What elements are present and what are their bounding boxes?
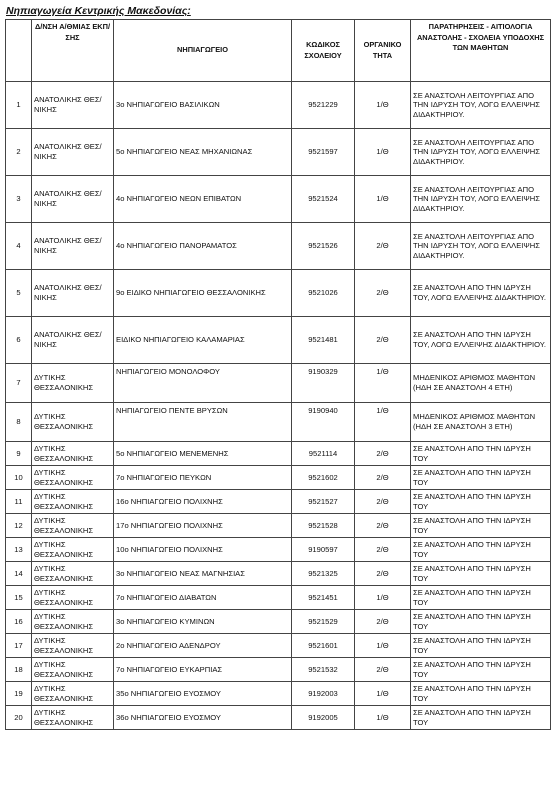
row-region: ΔΥΤΙΚΗΣ ΘΕΣΣΑΛΟΝΙΚΗΣ — [32, 586, 114, 610]
table-row — [6, 610, 551, 634]
row-school-name: 35ο ΝΗΠΙΑΓΩΓΕΙΟ ΕΥΟΣΜΟΥ — [114, 682, 292, 706]
row-school-code: 9190329 — [292, 364, 355, 403]
table-row — [6, 364, 551, 403]
row-school-name: 4ο ΝΗΠΙΑΓΩΓΕΙΟ ΠΑΝΟΡΑΜΑΤΟΣ — [114, 223, 292, 270]
row-region: ΔΥΤΙΚΗΣ ΘΕΣΣΑΛΟΝΙΚΗΣ — [32, 442, 114, 466]
row-school-name: 36ο ΝΗΠΙΑΓΩΓΕΙΟ ΕΥΟΣΜΟΥ — [114, 706, 292, 730]
row-school-name: 5ο ΝΗΠΙΑΓΩΓΕΙΟ ΜΕΝΕΜΕΝΗΣ — [114, 442, 292, 466]
row-region: ΔΥΤΙΚΗΣ ΘΕΣΣΑΛΟΝΙΚΗΣ — [32, 706, 114, 730]
row-school-name: 9ο ΕΙΔΙΚΟ ΝΗΠΙΑΓΩΓΕΙΟ ΘΕΣΣΑΛΟΝΙΚΗΣ — [114, 270, 292, 317]
row-region: ΔΥΤΙΚΗΣ ΘΕΣΣΑΛΟΝΙΚΗΣ — [32, 490, 114, 514]
row-school-code: 9190940 — [292, 403, 355, 442]
table-row — [6, 682, 551, 706]
row-notes: ΣΕ ΑΝΑΣΤΟΛΗ ΑΠΟ ΤΗΝ ΙΔΡΥΣΗ ΤΟΥ — [411, 490, 551, 514]
row-organic: 2/Θ — [355, 610, 411, 634]
row-notes: ΣΕ ΑΝΑΣΤΟΛΗ ΑΠΟ ΤΗΝ ΙΔΡΥΣΗ ΤΟΥ — [411, 466, 551, 490]
row-notes: ΜΗΔΕΝΙΚΟΣ ΑΡΙΘΜΟΣ ΜΑΘΗΤΩΝ (ΗΔΗ ΣΕ ΑΝΑΣΤΟΛΗ 3 ΕΤΗ) — [411, 403, 551, 442]
table-row — [6, 176, 551, 223]
table-row — [6, 634, 551, 658]
row-notes: ΜΗΔΕΝΙΚΟΣ ΑΡΙΘΜΟΣ ΜΑΘΗΤΩΝ (ΗΔΗ ΣΕ ΑΝΑΣΤΟΛΗ 4 ΕΤΗ) — [411, 364, 551, 403]
document-page — [5, 4, 550, 730]
row-notes: ΣΕ ΑΝΑΣΤΟΛΗ ΑΠΟ ΤΗΝ ΙΔΡΥΣΗ ΤΟΥ — [411, 538, 551, 562]
row-school-code: 9521526 — [292, 223, 355, 270]
row-school-code: 9190597 — [292, 538, 355, 562]
table-header — [6, 20, 551, 82]
row-number: 1 — [6, 82, 32, 129]
row-number: 13 — [6, 538, 32, 562]
row-organic: 2/Θ — [355, 466, 411, 490]
row-notes: ΣΕ ΑΝΑΣΤΟΛΗ ΑΠΟ ΤΗΝ ΙΔΡΥΣΗ ΤΟΥ — [411, 586, 551, 610]
row-school-name: 4ο ΝΗΠΙΑΓΩΓΕΙΟ ΝΕΩΝ ΕΠΙΒΑΤΩΝ — [114, 176, 292, 223]
row-school-code: 9521527 — [292, 490, 355, 514]
row-number: 20 — [6, 706, 32, 730]
row-number: 19 — [6, 682, 32, 706]
row-organic: 1/Θ — [355, 706, 411, 730]
header-num — [6, 20, 32, 82]
table-row — [6, 270, 551, 317]
table-row — [6, 82, 551, 129]
row-region: ΔΥΤΙΚΗΣ ΘΕΣΣΑΛΟΝΙΚΗΣ — [32, 514, 114, 538]
row-organic: 2/Θ — [355, 223, 411, 270]
row-organic: 2/Θ — [355, 442, 411, 466]
row-school-name: 16ο ΝΗΠΙΑΓΩΓΕΙΟ ΠΟΛΙΧΝΗΣ — [114, 490, 292, 514]
row-number: 18 — [6, 658, 32, 682]
row-organic: 2/Θ — [355, 490, 411, 514]
row-number: 11 — [6, 490, 32, 514]
row-region: ΑΝΑΤΟΛΙΚΗΣ ΘΕΣ/ΝΙΚΗΣ — [32, 317, 114, 364]
row-school-name: 3ο ΝΗΠΙΑΓΩΓΕΙΟ ΝΕΑΣ ΜΑΓΝΗΣΙΑΣ — [114, 562, 292, 586]
row-notes: ΣΕ ΑΝΑΣΤΟΛΗ ΑΠΟ ΤΗΝ ΙΔΡΥΣΗ ΤΟΥ — [411, 634, 551, 658]
row-notes: ΣΕ ΑΝΑΣΤΟΛΗ ΑΠΟ ΤΗΝ ΙΔΡΥΣΗ ΤΟΥ — [411, 514, 551, 538]
table-row — [6, 706, 551, 730]
row-school-code: 9521528 — [292, 514, 355, 538]
row-region: ΔΥΤΙΚΗΣ ΘΕΣΣΑΛΟΝΙΚΗΣ — [32, 466, 114, 490]
row-notes: ΣΕ ΑΝΑΣΤΟΛΗ ΛΕΙΤΟΥΡΓΙΑΣ ΑΠΟ ΤΗΝ ΙΔΡΥΣΗ ΤΟΥ, ΛΟΓΩ ΕΛΛΕΙΨΗΣ ΔΙΔΑΚΤΗΡΙΟΥ. — [411, 82, 551, 129]
row-number: 4 — [6, 223, 32, 270]
row-notes: ΣΕ ΑΝΑΣΤΟΛΗ ΑΠΟ ΤΗΝ ΙΔΡΥΣΗ ΤΟΥ, ΛΟΓΩ ΕΛΛΕΙΨΗΣ ΔΙΔΑΚΤΗΡΙΟΥ. — [411, 317, 551, 364]
row-school-name: 2ο ΝΗΠΙΑΓΩΓΕΙΟ ΑΔΕΝΔΡΟΥ — [114, 634, 292, 658]
row-organic: 2/Θ — [355, 270, 411, 317]
row-organic: 2/Θ — [355, 538, 411, 562]
header-row — [6, 20, 551, 82]
row-school-code: 9521451 — [292, 586, 355, 610]
table-row — [6, 658, 551, 682]
row-school-code: 9521481 — [292, 317, 355, 364]
header-school: ΝΗΠΙΑΓΩΓΕΙΟ — [114, 20, 292, 82]
table-row — [6, 129, 551, 176]
row-number: 12 — [6, 514, 32, 538]
table-row — [6, 442, 551, 466]
row-school-code: 9521602 — [292, 466, 355, 490]
row-organic: 1/Θ — [355, 364, 411, 403]
row-number: 9 — [6, 442, 32, 466]
row-region: ΔΥΤΙΚΗΣ ΘΕΣΣΑΛΟΝΙΚΗΣ — [32, 403, 114, 442]
row-notes: ΣΕ ΑΝΑΣΤΟΛΗ ΑΠΟ ΤΗΝ ΙΔΡΥΣΗ ΤΟΥ — [411, 706, 551, 730]
row-notes: ΣΕ ΑΝΑΣΤΟΛΗ ΛΕΙΤΟΥΡΓΙΑΣ ΑΠΟ ΤΗΝ ΙΔΡΥΣΗ ΤΟΥ, ΛΟΓΩ ΕΛΛΕΙΨΗΣ ΔΙΔΑΚΤΗΡΙΟΥ. — [411, 176, 551, 223]
row-school-code: 9521114 — [292, 442, 355, 466]
row-school-name: ΕΙΔΙΚΟ ΝΗΠΙΑΓΩΓΕΙΟ ΚΑΛΑΜΑΡΙΑΣ — [114, 317, 292, 364]
table-row — [6, 514, 551, 538]
row-region: ΑΝΑΤΟΛΙΚΗΣ ΘΕΣ/ΝΙΚΗΣ — [32, 270, 114, 317]
table-row — [6, 403, 551, 442]
row-number: 17 — [6, 634, 32, 658]
table-row — [6, 223, 551, 270]
row-organic: 1/Θ — [355, 586, 411, 610]
row-school-code: 9521529 — [292, 610, 355, 634]
row-organic: 1/Θ — [355, 82, 411, 129]
row-notes: ΣΕ ΑΝΑΣΤΟΛΗ ΑΠΟ ΤΗΝ ΙΔΡΥΣΗ ΤΟΥ — [411, 442, 551, 466]
row-region: ΑΝΑΤΟΛΙΚΗΣ ΘΕΣ/ΝΙΚΗΣ — [32, 223, 114, 270]
row-number: 2 — [6, 129, 32, 176]
row-school-code: 9521026 — [292, 270, 355, 317]
row-number: 14 — [6, 562, 32, 586]
row-school-name: 7ο ΝΗΠΙΑΓΩΓΕΙΟ ΠΕΥΚΩΝ — [114, 466, 292, 490]
row-school-code: 9521601 — [292, 634, 355, 658]
row-organic: 1/Θ — [355, 682, 411, 706]
row-organic: 1/Θ — [355, 634, 411, 658]
row-number: 16 — [6, 610, 32, 634]
table-row — [6, 490, 551, 514]
row-number: 6 — [6, 317, 32, 364]
row-organic: 2/Θ — [355, 562, 411, 586]
table-row — [6, 586, 551, 610]
row-school-code: 9521229 — [292, 82, 355, 129]
header-organic: ΟΡΓΑΝΙΚΟ ΤΗΤΑ — [355, 20, 411, 82]
row-notes: ΣΕ ΑΝΑΣΤΟΛΗ ΑΠΟ ΤΗΝ ΙΔΡΥΣΗ ΤΟΥ — [411, 562, 551, 586]
row-school-name: ΝΗΠΙΑΓΩΓΕΙΟ ΜΟΝΟΛΟΦΟΥ — [114, 364, 292, 403]
row-notes: ΣΕ ΑΝΑΣΤΟΛΗ ΑΠΟ ΤΗΝ ΙΔΡΥΣΗ ΤΟΥ — [411, 658, 551, 682]
row-organic: 2/Θ — [355, 658, 411, 682]
table-body — [6, 82, 551, 730]
row-school-name: 5ο ΝΗΠΙΑΓΩΓΕΙΟ ΝΕΑΣ ΜΗΧΑΝΙΩΝΑΣ — [114, 129, 292, 176]
row-school-name: 7ο ΝΗΠΙΑΓΩΓΕΙΟ ΔΙΑΒΑΤΩΝ — [114, 586, 292, 610]
row-school-name: 3ο ΝΗΠΙΑΓΩΓΕΙΟ ΚΥΜΙΝΩΝ — [114, 610, 292, 634]
row-number: 3 — [6, 176, 32, 223]
row-region: ΔΥΤΙΚΗΣ ΘΕΣΣΑΛΟΝΙΚΗΣ — [32, 538, 114, 562]
row-notes: ΣΕ ΑΝΑΣΤΟΛΗ ΛΕΙΤΟΥΡΓΙΑΣ ΑΠΟ ΤΗΝ ΙΔΡΥΣΗ ΤΟΥ, ΛΟΓΩ ΕΛΛΕΙΨΗΣ ΔΙΔΑΚΤΗΡΙΟΥ. — [411, 129, 551, 176]
row-region: ΔΥΤΙΚΗΣ ΘΕΣΣΑΛΟΝΙΚΗΣ — [32, 562, 114, 586]
row-number: 8 — [6, 403, 32, 442]
header-code: ΚΩΔΙΚΟΣ ΣΧΟΛΕΙΟΥ — [292, 20, 355, 82]
row-organic: 1/Θ — [355, 403, 411, 442]
row-school-name: 3ο ΝΗΠΙΑΓΩΓΕΙΟ ΒΑΣΙΛΙΚΩΝ — [114, 82, 292, 129]
table-row — [6, 466, 551, 490]
row-notes: ΣΕ ΑΝΑΣΤΟΛΗ ΑΠΟ ΤΗΝ ΙΔΡΥΣΗ ΤΟΥ — [411, 610, 551, 634]
page-title: Νηπιαγωγεία Κεντρικής Μακεδονίας: — [6, 5, 191, 17]
row-region: ΑΝΑΤΟΛΙΚΗΣ ΘΕΣ/ΝΙΚΗΣ — [32, 176, 114, 223]
row-school-code: 9521532 — [292, 658, 355, 682]
row-region: ΔΥΤΙΚΗΣ ΘΕΣΣΑΛΟΝΙΚΗΣ — [32, 658, 114, 682]
row-region: ΑΝΑΤΟΛΙΚΗΣ ΘΕΣ/ΝΙΚΗΣ — [32, 129, 114, 176]
row-organic: 1/Θ — [355, 176, 411, 223]
row-school-code: 9521597 — [292, 129, 355, 176]
row-number: 7 — [6, 364, 32, 403]
row-region: ΔΥΤΙΚΗΣ ΘΕΣΣΑΛΟΝΙΚΗΣ — [32, 634, 114, 658]
row-school-name: 17ο ΝΗΠΙΑΓΩΓΕΙΟ ΠΟΛΙΧΝΗΣ — [114, 514, 292, 538]
header-notes: ΠΑΡΑΤΗΡΗΣΕΙΣ - ΑΙΤΙΟΛΟΓΙΑ ΑΝΑΣΤΟΛΗΣ - ΣΧΟΛΕΙΑ ΥΠΟΔΟΧΗΣ ΤΩΝ ΜΑΘΗΤΩΝ — [411, 20, 551, 82]
row-region: ΑΝΑΤΟΛΙΚΗΣ ΘΕΣ/ΝΙΚΗΣ — [32, 82, 114, 129]
row-number: 15 — [6, 586, 32, 610]
table-row — [6, 317, 551, 364]
row-school-name: 10ο ΝΗΠΙΑΓΩΓΕΙΟ ΠΟΛΙΧΝΗΣ — [114, 538, 292, 562]
row-organic: 1/Θ — [355, 129, 411, 176]
header-region: Δ/ΝΣΗ Α/ΘΜΙΑΣ ΕΚΠ/ΣΗΣ — [32, 20, 114, 82]
row-notes: ΣΕ ΑΝΑΣΤΟΛΗ ΛΕΙΤΟΥΡΓΙΑΣ ΑΠΟ ΤΗΝ ΙΔΡΥΣΗ ΤΟΥ, ΛΟΓΩ ΕΛΛΕΙΨΗΣ ΔΙΔΑΚΤΗΡΙΟΥ. — [411, 223, 551, 270]
row-school-code: 9521524 — [292, 176, 355, 223]
row-region: ΔΥΤΙΚΗΣ ΘΕΣΣΑΛΟΝΙΚΗΣ — [32, 364, 114, 403]
table-row — [6, 562, 551, 586]
row-number: 5 — [6, 270, 32, 317]
row-school-code: 9192005 — [292, 706, 355, 730]
table-row — [6, 538, 551, 562]
row-region: ΔΥΤΙΚΗΣ ΘΕΣΣΑΛΟΝΙΚΗΣ — [32, 682, 114, 706]
row-school-code: 9192003 — [292, 682, 355, 706]
row-school-name: 7ο ΝΗΠΙΑΓΩΓΕΙΟ ΕΥΚΑΡΠΙΑΣ — [114, 658, 292, 682]
row-region: ΔΥΤΙΚΗΣ ΘΕΣΣΑΛΟΝΙΚΗΣ — [32, 610, 114, 634]
row-number: 10 — [6, 466, 32, 490]
row-organic: 2/Θ — [355, 514, 411, 538]
row-organic: 2/Θ — [355, 317, 411, 364]
row-notes: ΣΕ ΑΝΑΣΤΟΛΗ ΑΠΟ ΤΗΝ ΙΔΡΥΣΗ ΤΟΥ, ΛΟΓΩ ΕΛΛΕΙΨΗΣ ΔΙΔΑΚΤΗΡΙΟΥ. — [411, 270, 551, 317]
row-school-name: ΝΗΠΙΑΓΩΓΕΙΟ ΠΕΝΤΕ ΒΡΥΣΩΝ — [114, 403, 292, 442]
row-school-code: 9521325 — [292, 562, 355, 586]
row-notes: ΣΕ ΑΝΑΣΤΟΛΗ ΑΠΟ ΤΗΝ ΙΔΡΥΣΗ ΤΟΥ — [411, 682, 551, 706]
schools-table — [5, 19, 551, 730]
